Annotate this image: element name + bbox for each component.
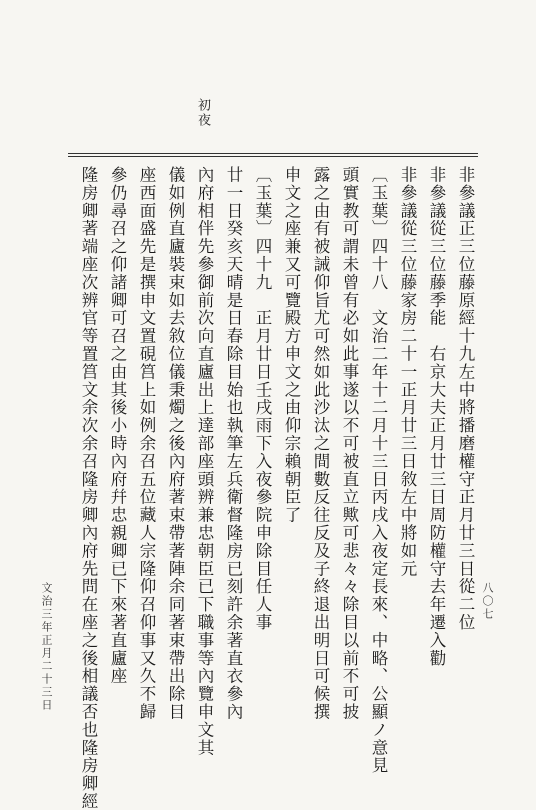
text-column-3: 非參議從三位藤家房二十一正月廿三日敘左中將如元	[398, 166, 417, 578]
text-column-8: 〔玉葉〕四十九 正月廿日壬戌雨下入夜參院申除目任人事	[253, 166, 272, 632]
text-column-4: 〔玉葉〕四十八 文治二年十二月十三日丙戌入夜定長來、中略、公顯ノ意見	[369, 166, 388, 775]
text-column-10: 內府相伴先參御前次向直廬出上達部座頭辨兼忠朝臣已下職事等內覽申文其	[195, 166, 214, 757]
margin-date: 文治三年正月二十三日	[40, 582, 53, 712]
text-column-13: 參仍尋召之仰諸卿可召之由其後小時內府幷忠親卿已下來著直廬座	[108, 166, 127, 686]
text-column-12: 座西面盛先是撰申文置硯筥上如例余召五位藏人宗隆仰召仰事又久不歸	[137, 166, 156, 721]
page-header-title: 初夜	[195, 98, 210, 128]
text-column-11: 儀如例直廬裝束如去敘位儀秉燭之後內府著束帶著陣余同著束帶出除目	[166, 166, 185, 721]
page-number: 八〇七	[481, 582, 494, 621]
text-column-14: 隆房卿著端座次辨官等置筥文余次余召隆房卿內府先問在座之後相議否也隆房卿經	[79, 166, 98, 810]
text-column-2: 非參議從三位藤季能 右京大夫正月廿三日周防權守去年遷入勸	[427, 166, 446, 668]
text-column-5: 頭實教可謂未曾有必如此事遂以不可被直立歟可悲々々除目以前不可披	[340, 166, 359, 721]
text-column-9: 廿一日癸亥天晴是日春除目始也執筆左兵衛督隆房已刻許余著直衣參內	[224, 166, 243, 721]
text-column-7: 申文之座兼又可覽殿方申文之由仰宗賴朝臣了	[282, 166, 301, 524]
header-rule	[68, 153, 478, 154]
text-column-6: 露之由有被誡仰旨尤可然如此沙汰之間數反往反及子終退出明日可候撰	[311, 166, 330, 721]
header-rule-second	[68, 156, 478, 157]
text-column-1: 非參議正三位藤原經十九左中將播磨權守正月廿三日從二位	[456, 166, 475, 632]
